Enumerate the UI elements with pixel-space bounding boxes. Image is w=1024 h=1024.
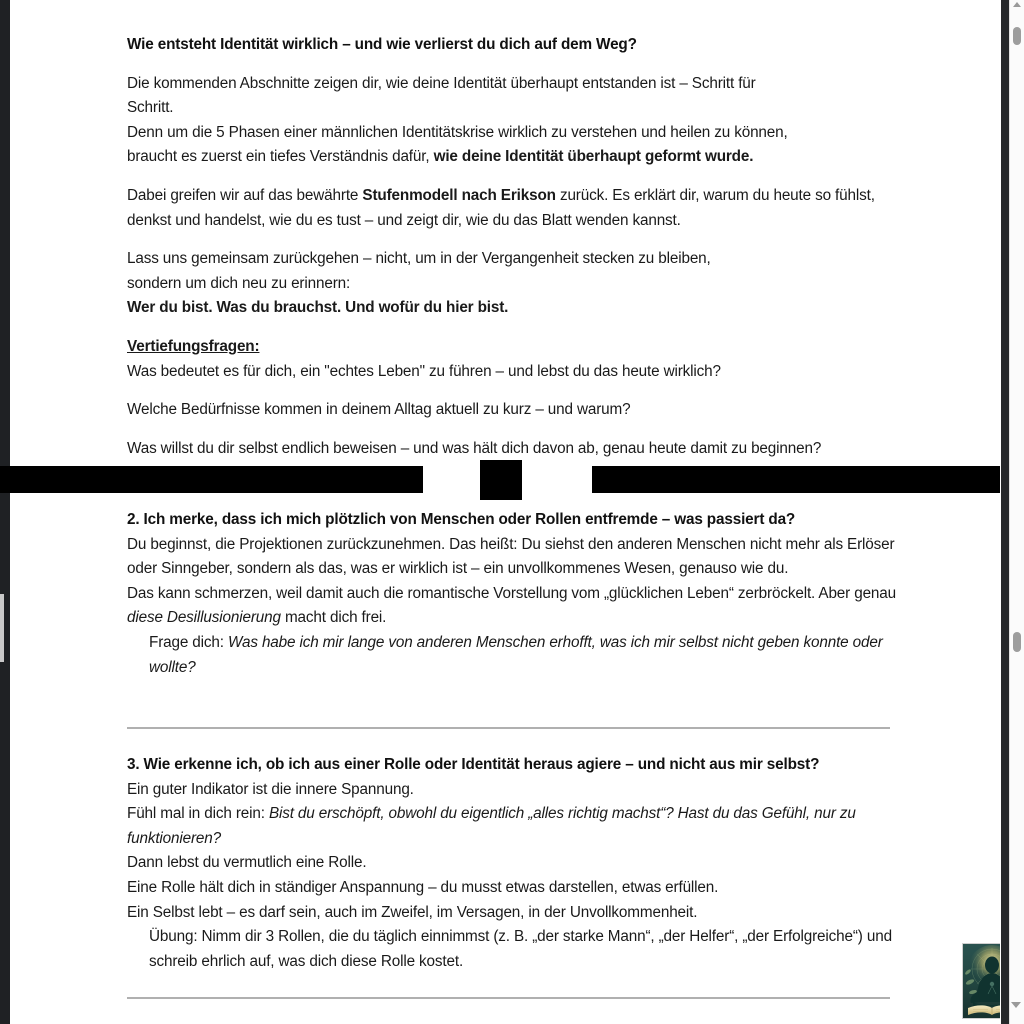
- spacer: [127, 423, 909, 437]
- paragraph-line: Denn um die 5 Phasen einer männlichen Identitätskrise wirklich zu verstehen und heilen zu können,: [127, 123, 788, 141]
- document-page: [11, 0, 1000, 1024]
- paragraph-line: Die kommenden Abschnitte zeigen dir, wie deine Identität überhaupt entstanden ist – Schritt für: [127, 74, 756, 92]
- paragraph-italic: diese Desillusionierung: [127, 609, 281, 627]
- section-three: [127, 753, 909, 974]
- section-two: [127, 508, 909, 680]
- section-one: [127, 33, 909, 461]
- redaction-bar-right: [592, 466, 1000, 493]
- deepening-question-2-row: [127, 398, 909, 423]
- paragraph-line: Lass uns gemeinsam zurückgehen – nicht, um in der Vergangenheit stecken zu bleiben,: [127, 250, 711, 268]
- section-three-line-one: [127, 778, 909, 803]
- section-divider: [127, 727, 890, 729]
- spacer: [127, 58, 909, 72]
- paragraph-emphasis: wie deine Identität überhaupt geformt wurde.: [433, 148, 754, 166]
- spacer: [127, 321, 909, 335]
- spacer: [127, 233, 909, 247]
- paragraph-italic: Bist du erschöpft, obwohl du eigentlich „alles richtig machst“? Hast du das Gefühl, nur zu funktionieren?: [127, 805, 856, 847]
- paragraph-text: Fühl mal in dich rein:: [127, 805, 269, 823]
- vertical-scrollbar[interactable]: [1009, 0, 1024, 1024]
- section-one-paragraph-three: [127, 247, 909, 321]
- spacer: [127, 170, 909, 184]
- reflection-prompt-question: Was habe ich mir lange von anderen Menschen erhofft, was ich mir selbst nicht geben konnte oder wollte?: [149, 633, 883, 676]
- scroll-up-arrow-icon[interactable]: [1013, 2, 1021, 7]
- paragraph-line-emphasis: Wer du bist. Was du brauchst. Und wofür du hier bist.: [127, 299, 509, 317]
- section-divider: [127, 997, 890, 999]
- spacer: [127, 384, 909, 398]
- paragraph-text: Eine Rolle hält dich in ständiger Anspannung – du musst etwas darstellen, etwas erfüllen.: [127, 878, 719, 896]
- inner-scrollbar-thumb[interactable]: [0, 594, 4, 662]
- section-two-body-one: [127, 533, 909, 582]
- section-one-paragraph-one: [127, 72, 909, 170]
- exercise-text: Übung: Nimm dir 3 Rollen, die du täglich einnimmst (z. B. „der starke Mann“, „der Helfer“, „der Erfolgreiche“) und schreib ehrlich auf, was dich diese Rolle kostet.: [149, 928, 892, 970]
- section-three-heading: 3. Wie erkenne ich, ob ich aus einer Rolle oder Identität heraus agiere – und nicht aus mir selbst?: [127, 756, 820, 773]
- section-two-heading: 2. Ich merke, dass ich mich plötzlich von Menschen oder Rollen entfremde – was passiert da?: [127, 511, 796, 528]
- paragraph-text: macht dich frei.: [280, 609, 387, 627]
- window-chrome-left: [0, 0, 10, 1024]
- paragraph-text: Dann lebst du vermutlich eine Rolle.: [127, 854, 367, 872]
- section-three-line-four: [127, 876, 909, 901]
- paragraph-text: zurück. Es erklärt dir, warum du heute so fühlst, denkst und handelst, wie du es tust – und zeigt dir, wie du das Blatt wenden kannst.: [127, 186, 875, 229]
- paragraph-text: Ein guter Indikator ist die innere Spannung.: [127, 780, 414, 798]
- deepening-question-3: Was willst du dir selbst endlich beweisen – und was hält dich davon ab, genau heute damit zu beginnen?: [127, 439, 822, 457]
- scrollbar-thumb-upper[interactable]: [1013, 27, 1021, 45]
- paragraph-text: Du beginnst, die Projektionen zurückzunehmen. Das heißt: Du siehst den anderen Menschen nicht mehr als Erlöser oder Sinngeber, sondern als das, was er wirklich ist – ein unvollkommenes Wesen, genauso wie du.: [127, 535, 895, 578]
- section-two-body-two: [127, 582, 909, 631]
- deepening-question-1: Was bedeutet es für dich, ein "echtes Leben" zu führen – und lebst du das heute wirklich?: [127, 362, 721, 380]
- paragraph-line: braucht es zuerst ein tiefes Verständnis dafür,: [127, 148, 434, 166]
- redaction-bar-left: [0, 466, 423, 493]
- paragraph-line: Schritt.: [127, 99, 174, 117]
- model-name-emphasis: Stufenmodell nach Erikson: [362, 186, 556, 204]
- scroll-down-arrow-icon[interactable]: [1011, 1002, 1021, 1008]
- deepening-questions-block: [127, 335, 909, 384]
- meditating-figure-illustration[interactable]: [962, 943, 1000, 1019]
- section-one-paragraph-two: [127, 184, 909, 233]
- deepening-question-3-row: [127, 437, 909, 462]
- section-one-heading: Wie entsteht Identität wirklich – und wie verlierst du dich auf dem Weg?: [127, 36, 637, 53]
- meditation-illustration-svg: [963, 944, 1000, 1018]
- deepening-question-2: Welche Bedürfnisse kommen in deinem Alltag aktuell zu kurz – und warum?: [127, 401, 631, 419]
- section-three-line-three: [127, 851, 909, 876]
- scrollbar-thumb-lower[interactable]: [1013, 632, 1021, 652]
- paragraph-text: Dabei greifen wir auf das bewährte: [127, 186, 363, 204]
- deepening-questions-label: Vertiefungsfragen:: [127, 337, 260, 355]
- reflection-prompt-label: Frage dich:: [149, 633, 228, 651]
- section-two-reflection-prompt: [127, 631, 909, 680]
- section-three-line-five: [127, 901, 909, 926]
- paragraph-line: sondern um dich neu zu erinnern:: [127, 274, 351, 292]
- redaction-bar-middle: [480, 460, 522, 500]
- section-three-exercise: [127, 925, 909, 974]
- paragraph-text: Das kann schmerzen, weil damit auch die romantische Vorstellung vom „glücklichen Leben“ zerbröckelt. Aber genau: [127, 584, 896, 602]
- paragraph-text: Ein Selbst lebt – es darf sein, auch im Zweifel, im Versagen, in der Unvollkommenheit.: [127, 903, 698, 921]
- section-three-line-two: [127, 802, 909, 851]
